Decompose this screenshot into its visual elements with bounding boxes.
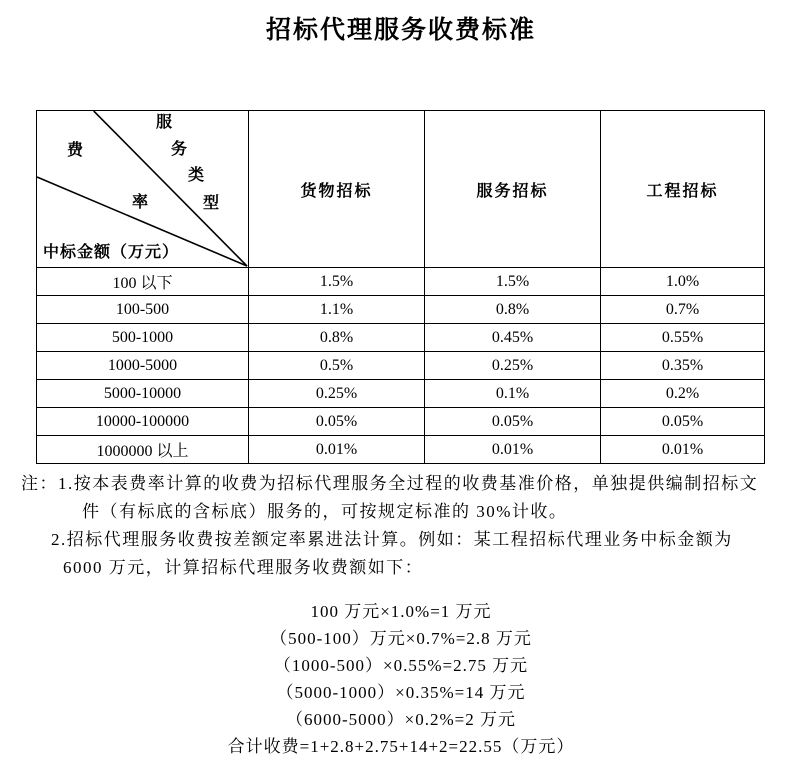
corner-service-type-char: 型 (203, 195, 220, 212)
fee-cell: 0.55% (601, 324, 765, 352)
table-row (37, 352, 765, 380)
notes-section (0, 470, 802, 582)
fee-cell: 0.01% (601, 436, 765, 464)
fee-cell: 0.8% (249, 324, 425, 352)
fee-cell: 0.35% (601, 352, 765, 380)
fee-cell: 0.7% (601, 296, 765, 324)
fee-cell: 0.05% (249, 408, 425, 436)
column-header-goods: 货物招标 (249, 111, 425, 268)
fee-cell: 0.1% (425, 380, 601, 408)
corner-rate-char: 率 (132, 194, 149, 211)
calculation-section (0, 598, 802, 760)
calc-line: （6000-5000）×0.2%=2 万元 (286, 710, 516, 729)
row-label: 1000000 以上 (37, 436, 249, 464)
corner-amount-label: 中标金额（万元） (43, 244, 180, 261)
table-row (37, 436, 765, 464)
column-header-engineering: 工程招标 (601, 111, 765, 268)
corner-service-type-char: 服 (156, 114, 173, 131)
row-label: 500-1000 (37, 324, 249, 352)
note-line: 件（有标底的含标底）服务的，可按规定标准的 30%计收。 (82, 502, 568, 521)
fee-cell: 1.0% (601, 268, 765, 296)
calc-line: （500-100）万元×0.7%=2.8 万元 (270, 629, 532, 648)
table-row (37, 408, 765, 436)
calc-line: 合计收费=1+2.8+2.75+14+2=22.55（万元） (227, 737, 575, 756)
page-title: 招标代理服务收费标准 (265, 17, 536, 44)
table-row (37, 380, 765, 408)
table-row (37, 268, 765, 296)
corner-service-type-char: 类 (188, 167, 205, 184)
fee-cell: 1.5% (249, 268, 425, 296)
corner-header-cell (37, 111, 249, 268)
row-label: 1000-5000 (37, 352, 249, 380)
fee-cell: 0.45% (425, 324, 601, 352)
fee-cell: 1.1% (249, 296, 425, 324)
fee-cell: 0.05% (601, 408, 765, 436)
table-row (37, 324, 765, 352)
note-line: 2.招标代理服务收费按差额定率累进法计算。例如：某工程招标代理业务中标金额为 (51, 530, 733, 549)
header-row (37, 111, 765, 268)
fee-cell: 0.05% (425, 408, 601, 436)
row-label: 100-500 (37, 296, 249, 324)
note-line: 6000 万元，计算招标代理服务收费额如下： (63, 558, 424, 577)
calc-line: （1000-500）×0.55%=2.75 万元 (273, 656, 529, 675)
table-row (37, 296, 765, 324)
calc-line: 100 万元×1.0%=1 万元 (310, 602, 492, 621)
fee-cell: 0.01% (249, 436, 425, 464)
column-header-service: 服务招标 (425, 111, 601, 268)
fee-cell: 0.8% (425, 296, 601, 324)
row-label: 10000-100000 (37, 408, 249, 436)
fee-cell: 0.25% (425, 352, 601, 380)
calc-line: （5000-1000）×0.35%=14 万元 (276, 683, 526, 702)
fee-cell: 0.25% (249, 380, 425, 408)
fee-cell: 0.01% (425, 436, 601, 464)
fee-cell: 0.2% (601, 380, 765, 408)
fee-standard-table (36, 110, 765, 464)
fee-cell: 0.5% (249, 352, 425, 380)
row-label: 100 以下 (37, 268, 249, 296)
corner-rate-char: 费 (67, 142, 84, 159)
fee-cell: 1.5% (425, 268, 601, 296)
note-line: 注：1.按本表费率计算的收费为招标代理服务全过程的收费基准价格，单独提供编制招标文 (21, 474, 759, 493)
corner-service-type-char: 务 (171, 141, 188, 158)
row-label: 5000-10000 (37, 380, 249, 408)
